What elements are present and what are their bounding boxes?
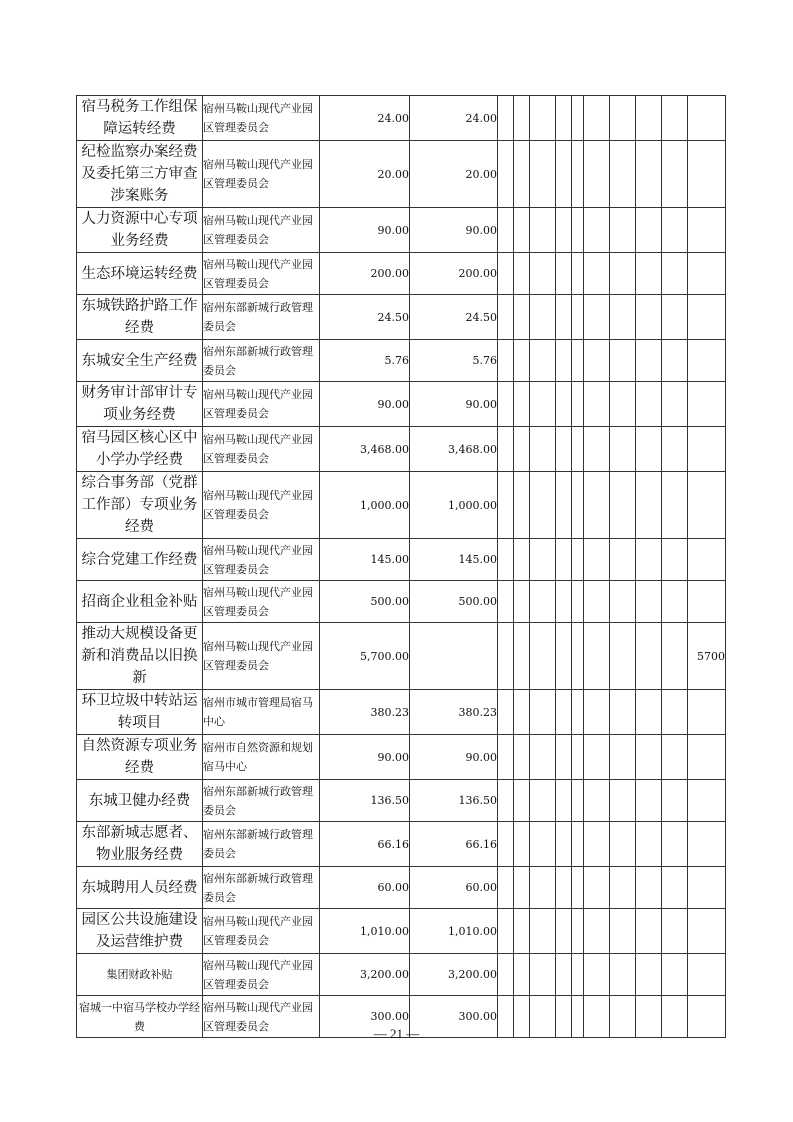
empty-cell	[610, 539, 636, 581]
empty-cell	[572, 141, 584, 208]
empty-cell	[662, 909, 688, 954]
empty-cell	[556, 867, 572, 909]
other-amount-cell: 5700	[688, 623, 726, 690]
total-amount-cell: 5,700.00	[320, 623, 410, 690]
empty-cell	[584, 253, 610, 295]
empty-cell	[556, 780, 572, 822]
empty-cell	[514, 539, 530, 581]
empty-cell	[636, 208, 662, 253]
empty-cell	[584, 472, 610, 539]
other-amount-cell	[688, 867, 726, 909]
table-row	[77, 340, 726, 382]
empty-cell	[514, 867, 530, 909]
empty-cell	[514, 208, 530, 253]
empty-cell	[556, 909, 572, 954]
empty-cell	[584, 909, 610, 954]
total-amount-cell: 90.00	[320, 208, 410, 253]
empty-cell	[636, 539, 662, 581]
empty-cell	[556, 96, 572, 141]
empty-cell	[498, 141, 514, 208]
total-amount-cell: 1,000.00	[320, 472, 410, 539]
empty-cell	[636, 909, 662, 954]
other-amount-cell	[688, 954, 726, 996]
empty-cell	[514, 735, 530, 780]
table-row	[77, 539, 726, 581]
unit-name-cell: 宿州马鞍山现代产业园区管理委员会	[203, 581, 320, 623]
empty-cell	[610, 690, 636, 735]
empty-cell	[662, 340, 688, 382]
empty-cell	[498, 96, 514, 141]
empty-cell	[610, 822, 636, 867]
empty-cell	[514, 780, 530, 822]
unit-name-cell: 宿州马鞍山现代产业园区管理委员会	[203, 427, 320, 472]
empty-cell	[610, 141, 636, 208]
empty-cell	[636, 96, 662, 141]
empty-cell	[530, 472, 556, 539]
empty-cell	[572, 780, 584, 822]
table-row	[77, 780, 726, 822]
empty-cell	[556, 690, 572, 735]
empty-cell	[572, 822, 584, 867]
other-amount-cell	[688, 909, 726, 954]
empty-cell	[498, 472, 514, 539]
total-amount-cell: 136.50	[320, 780, 410, 822]
project-name-cell: 东城铁路护路工作经费	[77, 295, 203, 340]
fund-amount-cell: 300.00	[410, 996, 498, 1038]
empty-cell	[530, 867, 556, 909]
other-amount-cell	[688, 539, 726, 581]
empty-cell	[556, 295, 572, 340]
project-name-cell: 东部新城志愿者、物业服务经费	[77, 822, 203, 867]
total-amount-cell: 200.00	[320, 253, 410, 295]
empty-cell	[584, 735, 610, 780]
empty-cell	[584, 96, 610, 141]
empty-cell	[572, 472, 584, 539]
table-row	[77, 623, 726, 690]
empty-cell	[610, 472, 636, 539]
empty-cell	[556, 623, 572, 690]
unit-name-cell: 宿州东部新城行政管理委员会	[203, 340, 320, 382]
empty-cell	[498, 735, 514, 780]
empty-cell	[572, 581, 584, 623]
other-amount-cell	[688, 735, 726, 780]
table-row	[77, 208, 726, 253]
empty-cell	[572, 295, 584, 340]
empty-cell	[636, 382, 662, 427]
empty-cell	[636, 954, 662, 996]
fund-amount-cell: 1,010.00	[410, 909, 498, 954]
unit-name-cell: 宿州马鞍山现代产业园区管理委员会	[203, 253, 320, 295]
empty-cell	[530, 690, 556, 735]
empty-cell	[498, 539, 514, 581]
empty-cell	[584, 427, 610, 472]
unit-name-cell: 宿州马鞍山现代产业园区管理委员会	[203, 96, 320, 141]
table-row	[77, 472, 726, 539]
unit-name-cell: 宿州马鞍山现代产业园区管理委员会	[203, 996, 320, 1038]
empty-cell	[514, 472, 530, 539]
empty-cell	[530, 295, 556, 340]
empty-cell	[514, 581, 530, 623]
fund-amount-cell: 60.00	[410, 867, 498, 909]
empty-cell	[636, 340, 662, 382]
empty-cell	[498, 780, 514, 822]
fund-amount-cell: 145.00	[410, 539, 498, 581]
table-row	[77, 909, 726, 954]
empty-cell	[556, 340, 572, 382]
empty-cell	[530, 539, 556, 581]
empty-cell	[498, 382, 514, 427]
unit-name-cell: 宿州马鞍山现代产业园区管理委员会	[203, 623, 320, 690]
empty-cell	[636, 623, 662, 690]
project-name-cell: 招商企业租金补贴	[77, 581, 203, 623]
project-name-cell: 环卫垃圾中转站运转项目	[77, 690, 203, 735]
unit-name-cell: 宿州东部新城行政管理委员会	[203, 822, 320, 867]
empty-cell	[530, 340, 556, 382]
fund-amount-cell: 24.00	[410, 96, 498, 141]
empty-cell	[572, 208, 584, 253]
fund-amount-cell: 90.00	[410, 735, 498, 780]
empty-cell	[530, 96, 556, 141]
empty-cell	[584, 867, 610, 909]
empty-cell	[662, 96, 688, 141]
empty-cell	[584, 581, 610, 623]
empty-cell	[610, 581, 636, 623]
other-amount-cell	[688, 141, 726, 208]
empty-cell	[514, 96, 530, 141]
empty-cell	[662, 780, 688, 822]
other-amount-cell	[688, 96, 726, 141]
table-row	[77, 141, 726, 208]
empty-cell	[530, 382, 556, 427]
empty-cell	[610, 954, 636, 996]
empty-cell	[530, 427, 556, 472]
other-amount-cell	[688, 822, 726, 867]
total-amount-cell: 24.00	[320, 96, 410, 141]
empty-cell	[584, 382, 610, 427]
project-name-cell: 宿马税务工作组保障运转经费	[77, 96, 203, 141]
empty-cell	[498, 253, 514, 295]
table-row	[77, 581, 726, 623]
empty-cell	[584, 141, 610, 208]
total-amount-cell: 145.00	[320, 539, 410, 581]
empty-cell	[636, 472, 662, 539]
project-name-cell: 综合事务部（党群工作部）专项业务经费	[77, 472, 203, 539]
total-amount-cell: 3,200.00	[320, 954, 410, 996]
unit-name-cell: 宿州东部新城行政管理委员会	[203, 780, 320, 822]
project-name-cell: 宿马园区核心区中小学办学经费	[77, 427, 203, 472]
total-amount-cell: 380.23	[320, 690, 410, 735]
unit-name-cell: 宿州马鞍山现代产业园区管理委员会	[203, 208, 320, 253]
empty-cell	[662, 623, 688, 690]
empty-cell	[498, 822, 514, 867]
empty-cell	[636, 581, 662, 623]
empty-cell	[498, 954, 514, 996]
empty-cell	[514, 295, 530, 340]
empty-cell	[636, 867, 662, 909]
unit-name-cell: 宿州马鞍山现代产业园区管理委员会	[203, 909, 320, 954]
empty-cell	[662, 954, 688, 996]
fund-amount-cell: 5.76	[410, 340, 498, 382]
empty-cell	[498, 208, 514, 253]
empty-cell	[514, 141, 530, 208]
empty-cell	[514, 253, 530, 295]
fund-amount-cell: 200.00	[410, 253, 498, 295]
other-amount-cell	[688, 253, 726, 295]
empty-cell	[610, 909, 636, 954]
empty-cell	[662, 690, 688, 735]
empty-cell	[662, 427, 688, 472]
empty-cell	[556, 581, 572, 623]
empty-cell	[584, 295, 610, 340]
empty-cell	[662, 253, 688, 295]
other-amount-cell	[688, 581, 726, 623]
empty-cell	[662, 208, 688, 253]
empty-cell	[530, 208, 556, 253]
empty-cell	[610, 208, 636, 253]
empty-cell	[662, 539, 688, 581]
empty-cell	[530, 735, 556, 780]
fund-amount-cell: 500.00	[410, 581, 498, 623]
budget-table	[76, 95, 726, 1038]
empty-cell	[662, 581, 688, 623]
empty-cell	[530, 822, 556, 867]
empty-cell	[556, 822, 572, 867]
empty-cell	[498, 340, 514, 382]
empty-cell	[584, 340, 610, 382]
empty-cell	[584, 539, 610, 581]
empty-cell	[572, 735, 584, 780]
empty-cell	[636, 780, 662, 822]
empty-cell	[530, 909, 556, 954]
project-name-cell: 东城聘用人员经费	[77, 867, 203, 909]
table-row	[77, 690, 726, 735]
total-amount-cell: 24.50	[320, 295, 410, 340]
empty-cell	[498, 867, 514, 909]
empty-cell	[556, 253, 572, 295]
total-amount-cell: 3,468.00	[320, 427, 410, 472]
empty-cell	[572, 690, 584, 735]
empty-cell	[572, 909, 584, 954]
total-amount-cell: 5.76	[320, 340, 410, 382]
empty-cell	[610, 340, 636, 382]
empty-cell	[584, 780, 610, 822]
unit-name-cell: 宿州东部新城行政管理委员会	[203, 867, 320, 909]
fund-amount-cell: 20.00	[410, 141, 498, 208]
table-row	[77, 295, 726, 340]
table-row	[77, 954, 726, 996]
unit-name-cell: 宿州东部新城行政管理委员会	[203, 295, 320, 340]
empty-cell	[610, 867, 636, 909]
table-row	[77, 253, 726, 295]
total-amount-cell: 300.00	[320, 996, 410, 1038]
empty-cell	[636, 822, 662, 867]
empty-cell	[636, 141, 662, 208]
empty-cell	[514, 623, 530, 690]
table-row	[77, 867, 726, 909]
unit-name-cell: 宿州马鞍山现代产业园区管理委员会	[203, 472, 320, 539]
empty-cell	[610, 253, 636, 295]
fund-amount-cell: 90.00	[410, 382, 498, 427]
empty-cell	[530, 623, 556, 690]
unit-name-cell: 宿州马鞍山现代产业园区管理委员会	[203, 382, 320, 427]
empty-cell	[556, 735, 572, 780]
empty-cell	[498, 581, 514, 623]
unit-name-cell: 宿州马鞍山现代产业园区管理委员会	[203, 954, 320, 996]
empty-cell	[530, 253, 556, 295]
empty-cell	[572, 382, 584, 427]
empty-cell	[530, 581, 556, 623]
project-name-cell: 纪检监察办案经费及委托第三方审查涉案账务	[77, 141, 203, 208]
empty-cell	[662, 822, 688, 867]
empty-cell	[572, 253, 584, 295]
empty-cell	[636, 690, 662, 735]
fund-amount-cell	[410, 623, 498, 690]
project-name-cell: 综合党建工作经费	[77, 539, 203, 581]
empty-cell	[572, 954, 584, 996]
empty-cell	[556, 472, 572, 539]
empty-cell	[610, 382, 636, 427]
empty-cell	[556, 954, 572, 996]
total-amount-cell: 1,010.00	[320, 909, 410, 954]
empty-cell	[610, 735, 636, 780]
other-amount-cell	[688, 427, 726, 472]
fund-amount-cell: 90.00	[410, 208, 498, 253]
total-amount-cell: 90.00	[320, 382, 410, 427]
empty-cell	[610, 623, 636, 690]
table-row	[77, 96, 726, 141]
fund-amount-cell: 1,000.00	[410, 472, 498, 539]
fund-amount-cell: 3,200.00	[410, 954, 498, 996]
empty-cell	[572, 867, 584, 909]
page-number: — 21 —	[373, 1026, 420, 1041]
fund-amount-cell: 24.50	[410, 295, 498, 340]
empty-cell	[584, 690, 610, 735]
project-name-cell: 宿城一中宿马学校办学经费	[77, 996, 203, 1038]
empty-cell	[498, 427, 514, 472]
empty-cell	[584, 208, 610, 253]
empty-cell	[572, 539, 584, 581]
empty-cell	[610, 780, 636, 822]
project-name-cell: 推动大规模设备更新和消费品以旧换新	[77, 623, 203, 690]
fund-amount-cell: 3,468.00	[410, 427, 498, 472]
table-row	[77, 382, 726, 427]
project-name-cell: 园区公共设施建设及运营维护费	[77, 909, 203, 954]
empty-cell	[514, 822, 530, 867]
total-amount-cell: 60.00	[320, 867, 410, 909]
unit-name-cell: 宿州马鞍山现代产业园区管理委员会	[203, 141, 320, 208]
empty-cell	[636, 253, 662, 295]
table-row	[77, 427, 726, 472]
table-row	[77, 822, 726, 867]
empty-cell	[662, 141, 688, 208]
unit-name-cell: 宿州马鞍山现代产业园区管理委员会	[203, 539, 320, 581]
empty-cell	[514, 690, 530, 735]
table-row	[77, 735, 726, 780]
total-amount-cell: 66.16	[320, 822, 410, 867]
unit-name-cell: 宿州市城市管理局宿马中心	[203, 690, 320, 735]
empty-cell	[636, 427, 662, 472]
other-amount-cell	[688, 472, 726, 539]
empty-cell	[556, 382, 572, 427]
project-name-cell: 集团财政补贴	[77, 954, 203, 996]
empty-cell	[584, 623, 610, 690]
project-name-cell: 生态环境运转经费	[77, 253, 203, 295]
project-name-cell: 财务审计部审计专项业务经费	[77, 382, 203, 427]
empty-cell	[584, 822, 610, 867]
empty-cell	[556, 427, 572, 472]
empty-cell	[498, 295, 514, 340]
empty-cell	[610, 295, 636, 340]
fund-amount-cell: 66.16	[410, 822, 498, 867]
empty-cell	[514, 427, 530, 472]
total-amount-cell: 500.00	[320, 581, 410, 623]
fund-amount-cell: 380.23	[410, 690, 498, 735]
other-amount-cell	[688, 295, 726, 340]
empty-cell	[572, 427, 584, 472]
empty-cell	[572, 96, 584, 141]
empty-cell	[662, 735, 688, 780]
fund-amount-cell: 136.50	[410, 780, 498, 822]
empty-cell	[610, 427, 636, 472]
empty-cell	[498, 690, 514, 735]
empty-cell	[662, 867, 688, 909]
empty-cell	[530, 141, 556, 208]
other-amount-cell	[688, 382, 726, 427]
empty-cell	[610, 96, 636, 141]
unit-name-cell: 宿州市自然资源和规划宿马中心	[203, 735, 320, 780]
empty-cell	[556, 141, 572, 208]
project-name-cell: 人力资源中心专项业务经费	[77, 208, 203, 253]
total-amount-cell: 90.00	[320, 735, 410, 780]
empty-cell	[636, 295, 662, 340]
total-amount-cell: 20.00	[320, 141, 410, 208]
empty-cell	[498, 909, 514, 954]
empty-cell	[530, 954, 556, 996]
empty-cell	[662, 382, 688, 427]
empty-cell	[514, 954, 530, 996]
other-amount-cell	[688, 780, 726, 822]
empty-cell	[514, 340, 530, 382]
project-name-cell: 自然资源专项业务经费	[77, 735, 203, 780]
other-amount-cell	[688, 690, 726, 735]
empty-cell	[556, 208, 572, 253]
project-name-cell: 东城安全生产经费	[77, 340, 203, 382]
empty-cell	[636, 735, 662, 780]
empty-cell	[662, 295, 688, 340]
other-amount-cell	[688, 340, 726, 382]
empty-cell	[514, 909, 530, 954]
empty-cell	[572, 623, 584, 690]
empty-cell	[514, 382, 530, 427]
empty-cell	[530, 780, 556, 822]
table-body	[77, 96, 726, 1038]
project-name-cell: 东城卫健办经费	[77, 780, 203, 822]
other-amount-cell	[688, 208, 726, 253]
empty-cell	[498, 623, 514, 690]
empty-cell	[572, 340, 584, 382]
empty-cell	[662, 472, 688, 539]
empty-cell	[584, 954, 610, 996]
empty-cell	[556, 539, 572, 581]
